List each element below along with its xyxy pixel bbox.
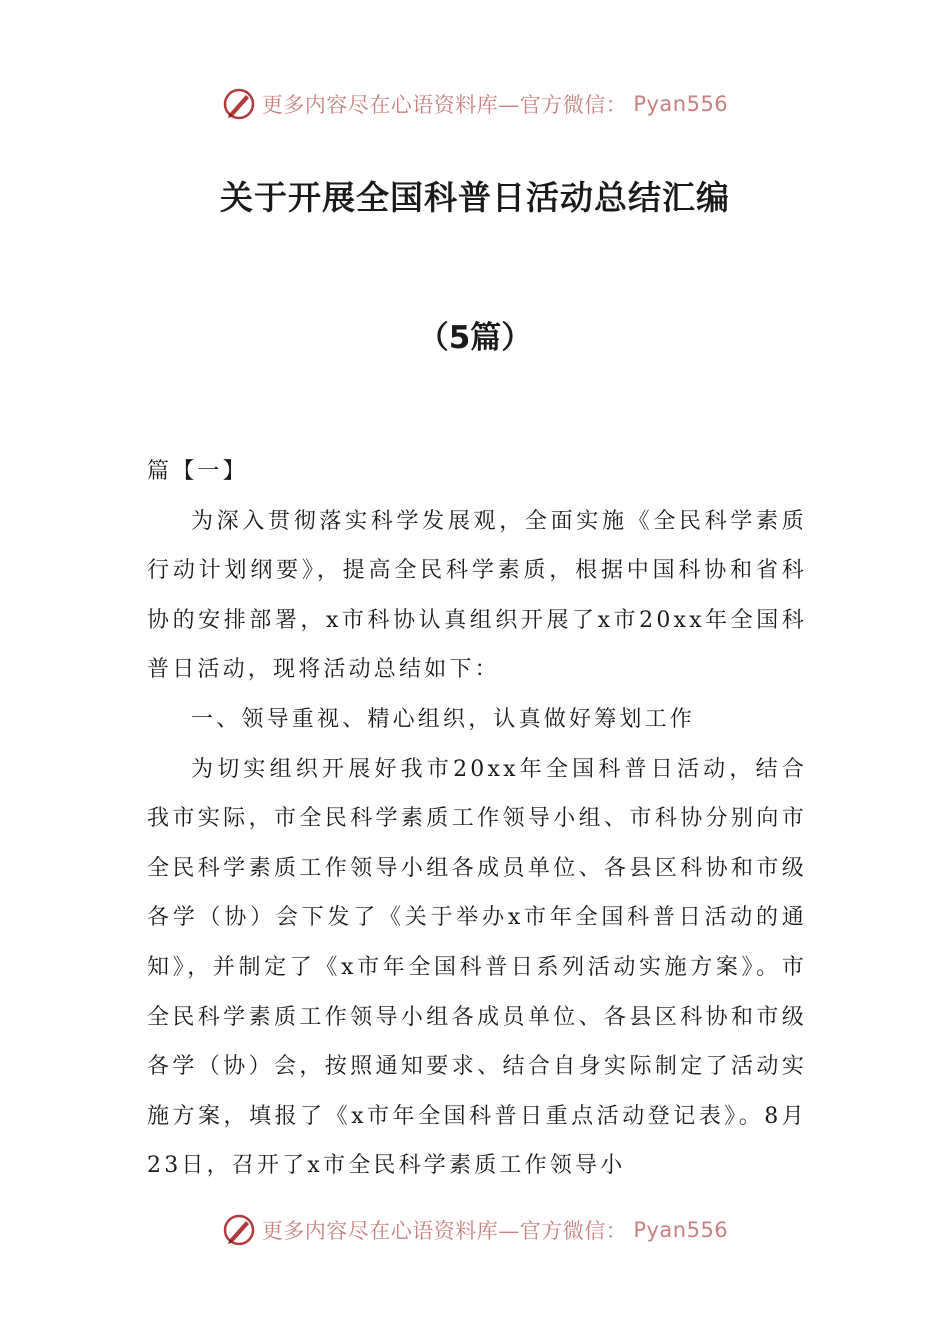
- pen-logo-icon: [222, 1213, 256, 1247]
- section-label: 篇【一】: [147, 459, 248, 484]
- footer-watermark-banner: [0, 1210, 950, 1250]
- document-title: 关于开展全国科普日活动总结汇编: [220, 178, 730, 217]
- wechat-id: Pyan556: [633, 1218, 729, 1242]
- pen-logo-icon: [222, 87, 256, 121]
- paragraph: 为深入贯彻落实科学发展观，全面实施《全民科学素质行动计划纲要》，提高全民科学素质，根据中国科协和省科协的安排部署，x市科协认真组织开展了x市20xx年全国科普日活动，现将活动总结如下：: [147, 508, 807, 683]
- wechat-id: Pyan556: [633, 92, 729, 116]
- document-body: [147, 447, 807, 1191]
- section-heading: 一、领导重视、精心组织，认真做好筹划工作: [191, 706, 696, 732]
- header-watermark-banner: [0, 84, 950, 124]
- banner-text: 更多内容尽在心语资料库—官方微信：: [261, 1219, 628, 1243]
- document-subtitle: （5篇）: [417, 320, 533, 356]
- banner-text: 更多内容尽在心语资料库—官方微信：: [261, 93, 628, 117]
- paragraph: 为切实组织开展好我市20xx年全国科普日活动，结合我市实际，市全民科学素质工作领导小组、市科协分别向市全民科学素质工作领导小组各成员单位、各县区科协和市级各学（协）会下发了《关于举办x市年全国科普日活动的通知》，并制定了《x市年全国科普日系列活动实施方案》。市全民科学素质工作领导小组各成员单位、各县区科协和市级各学（协）会，按照通知要求、结合自身实际制定了活动实施方案，填报了《x市年全国科普日重点活动登记表》。8月23日，召开了x市全民科学素质工作领导小: [147, 756, 807, 1179]
